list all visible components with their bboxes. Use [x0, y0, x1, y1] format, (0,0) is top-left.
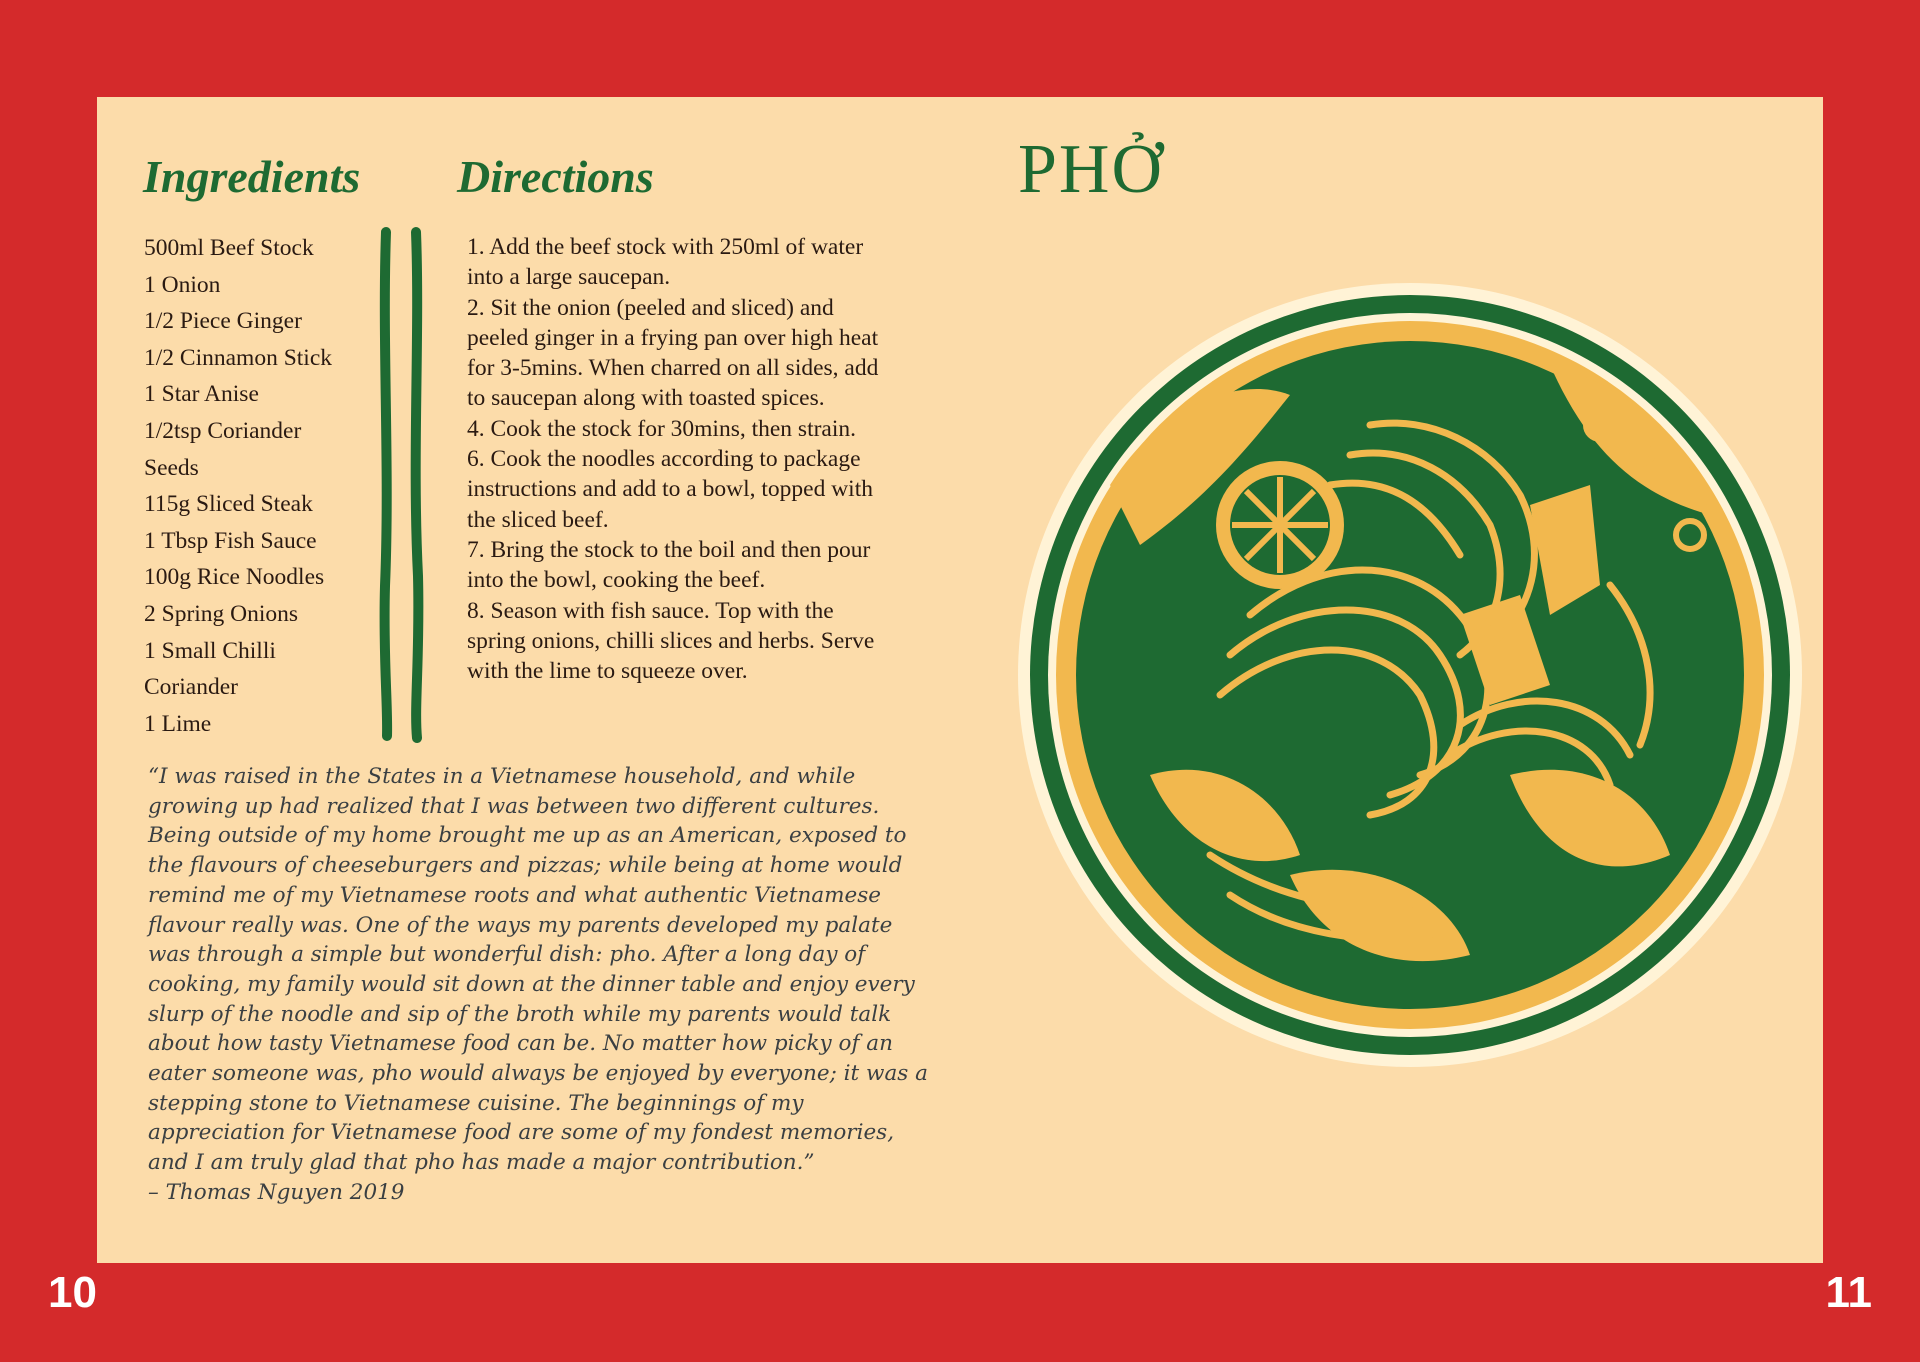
chopsticks-divider-icon [376, 226, 436, 746]
quote-attribution: – Thomas Nguyen 2019 [148, 1179, 405, 1205]
pho-bowl-linocut-icon [990, 255, 1830, 1095]
direction-step: 6. Cook the noodles according to package instructions and add to a bowl, topped with the sliced beef. [467, 446, 873, 533]
ingredient-item: 1 Star Anise [144, 381, 259, 408]
ingredient-item: 1 Onion [144, 271, 221, 298]
ingredient-item: 500ml Beef Stock [144, 235, 314, 261]
ingredient-item: 1/2 Cinnamon Stick [144, 344, 332, 371]
page-number-left: 10 [48, 1268, 97, 1317]
dish-title: PHỞ [1018, 131, 1165, 208]
page-number-right: 11 [1825, 1268, 1872, 1317]
ingredient-item: 1/2 Piece Ginger [144, 308, 302, 335]
ingredient-item: 115g Sliced Steak [144, 491, 313, 518]
direction-step: 7. Bring the stock to the boil and then pour into the bowl, cooking the beef. [467, 536, 871, 594]
ingredient-item: 1 Tbsp Fish Sauce [144, 527, 317, 554]
ingredient-item: 1 Lime [144, 710, 212, 737]
directions-heading: Directions [457, 151, 654, 202]
ingredient-item: 100g Rice Noodles [144, 564, 325, 591]
direction-step: 2. Sit the onion (peeled and sliced) and peeled ginger in a frying pan over high heat for 3-5mins. When charred on all sides, add to saucepan along with toasted spices. [467, 294, 879, 412]
testimonial-quote [148, 762, 928, 1208]
quote-text: “I was raised in the States in a Vietnamese household, and while growing up had realized that I was between two different cultures. Being outside of my home brought me up as an American, exposed to the flavours of cheeseburgers and pizzas; while being at home would remind me of my Vietnamese roots and what authentic Vietnamese flavour really was. One of the ways my parents developed my palate was through a simple but wonderful dish: pho. After a long day of cooking, my family would sit down at the dinner table and enjoy every slurp of the noodle and sip of the broth while my parents would talk about how tasty Vietnamese food can be. No matter how picky of an eater someone was, pho would always be enjoyed by everyone; it was a stepping stone to Vietnamese cuisine. The beginnings of my appreciation for Vietnamese food are some of my fondest memories, and I am truly glad that pho has made a major contribution.” [148, 764, 928, 1176]
directions-list [467, 232, 897, 686]
direction-step: 4. Cook the stock for 30mins, then strain. [467, 415, 857, 442]
ingredients-list [144, 230, 384, 742]
ingredients-heading: Ingredients [143, 151, 361, 202]
ingredient-item: Coriander [144, 674, 238, 701]
direction-step: 8. Season with fish sauce. Top with the spring onions, chilli slices and herbs. Serve with the lime to squeeze over. [467, 597, 875, 685]
ingredient-item: Seeds [144, 454, 199, 481]
direction-step: 1. Add the beef stock with 250ml of water into a large saucepan. [467, 234, 864, 291]
ingredient-item: 1 Small Chilli [144, 637, 276, 664]
ingredient-item: 2 Spring Onions [144, 600, 299, 627]
ingredient-item: 1/2tsp Coriander [144, 417, 302, 444]
